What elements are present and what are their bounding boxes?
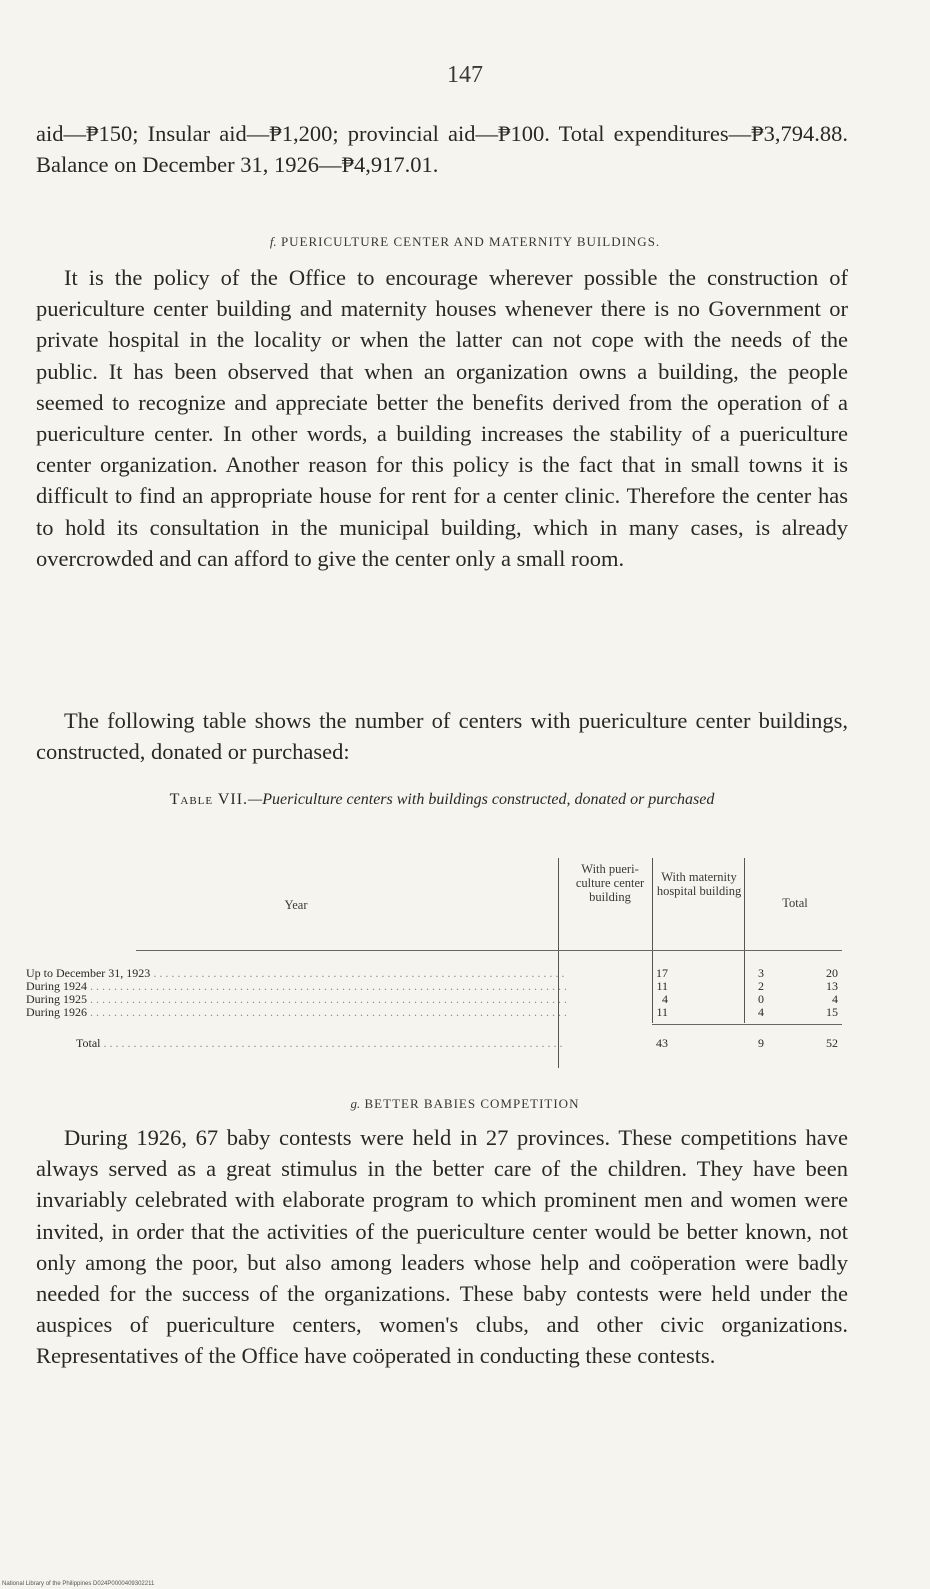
header-year: Year: [284, 898, 308, 912]
cell-puericulture: 11: [656, 1005, 668, 1019]
section-f-title: PUERICULTURE CENTER AND MATERNITY BUILDINGS.: [280, 234, 661, 249]
header-col3: Total: [782, 896, 808, 910]
section-g-title: BETTER BABIES COMPETITION: [364, 1096, 580, 1111]
cell-maternity: 2: [758, 979, 764, 993]
total-puericulture: 43: [656, 1036, 668, 1050]
total-maternity: 9: [758, 1036, 764, 1050]
table-row: [26, 992, 842, 1006]
paragraph-f2-text: The following table shows the number of centers with puericulture center buildings, constructed, donated or purchased:: [36, 708, 848, 765]
cell-total: 20: [826, 966, 838, 980]
section-g-heading: [0, 1096, 930, 1112]
row-label: Up to December 31, 1923 . . .: [26, 966, 566, 980]
paragraph-g: [36, 1122, 848, 1372]
total-label: Total . . .: [76, 1036, 566, 1050]
table-row: [26, 1005, 842, 1019]
paragraph-f1: [36, 262, 848, 574]
header-rule: [136, 950, 842, 951]
section-f-letter: f.: [269, 234, 277, 249]
section-g-letter: g.: [350, 1096, 361, 1111]
header-col2: With maternity hospital building: [656, 870, 742, 898]
cell-maternity: 0: [758, 992, 764, 1006]
row-label: During 1925 . . .: [26, 992, 566, 1006]
row-label: During 1924 . . .: [26, 979, 566, 993]
paragraph-g-text: During 1926, 67 baby contests were held in 27 provinces. These competitions have always served as a great stimulus in the better care of the children. They have been invariably celebrated with elaborate program to which prominent men and women were invited, in order that the activities of the puericulture center would be better known, not only among the poor, but also among leaders whose help and coöperation were badly needed for the success of the organizations. These baby contests were held under the auspices of puericulture centers, women's clubs, and other civic organizations. Representatives of the Office have coöperated in conducting these contests.: [36, 1125, 848, 1369]
total-rule: [652, 1024, 842, 1025]
cell-puericulture: 17: [656, 966, 668, 980]
table-caption-title: —Puericulture centers with buildings constructed, donated or purchased: [248, 791, 715, 808]
table-row: [26, 966, 842, 980]
table-row: [26, 979, 842, 993]
page-number: 147: [447, 62, 483, 88]
scan-footer-note: National Library of the Philippines D024P0000409302211: [2, 1581, 155, 1587]
cell-maternity: 3: [758, 966, 764, 980]
total-total: 52: [826, 1036, 838, 1050]
data-table: [26, 858, 842, 1078]
paragraph-top-text: aid—₱150; Insular aid—₱1,200; provincial aid—₱100. Total expenditures—₱3,794.88. Balance on December 31, 1926—₱4,917.01.: [36, 121, 848, 178]
row-label: During 1926 . . .: [26, 1005, 566, 1019]
cell-total: 13: [826, 979, 838, 993]
cell-maternity: 4: [758, 1005, 764, 1019]
cell-total: 4: [832, 992, 838, 1006]
table-caption-lead: Table VII.: [169, 791, 249, 808]
section-f-heading: [0, 234, 930, 250]
cell-puericulture: 4: [662, 992, 668, 1006]
table-caption: [36, 788, 848, 812]
header-col1: With pueri-culture center building: [575, 862, 645, 904]
cell-total: 15: [826, 1005, 838, 1019]
cell-puericulture: 11: [656, 979, 668, 993]
table-total-row: [26, 1036, 842, 1050]
paragraph-top: [36, 118, 848, 180]
paragraph-f1-text: It is the policy of the Office to encourage wherever possible the construction of puericulture center building and maternity houses whenever there is no Government or private hospital in the locality or when the latter can not cope with the needs of the public. It has been observed that when an organization owns a building, the people seemed to recognize and appreciate better the benefits derived from the operation of a puericulture center. In other words, a building increases the stability of a puericulture center organization. Another reason for this policy is the fact that in small towns it is difficult to find an appropriate house for rent for a center clinic. Therefore the center has to hold its consultation in the municipal building, which in many cases, is already overcrowded and can afford to give the center only a small room.: [36, 265, 848, 571]
paragraph-f2: [36, 705, 848, 767]
